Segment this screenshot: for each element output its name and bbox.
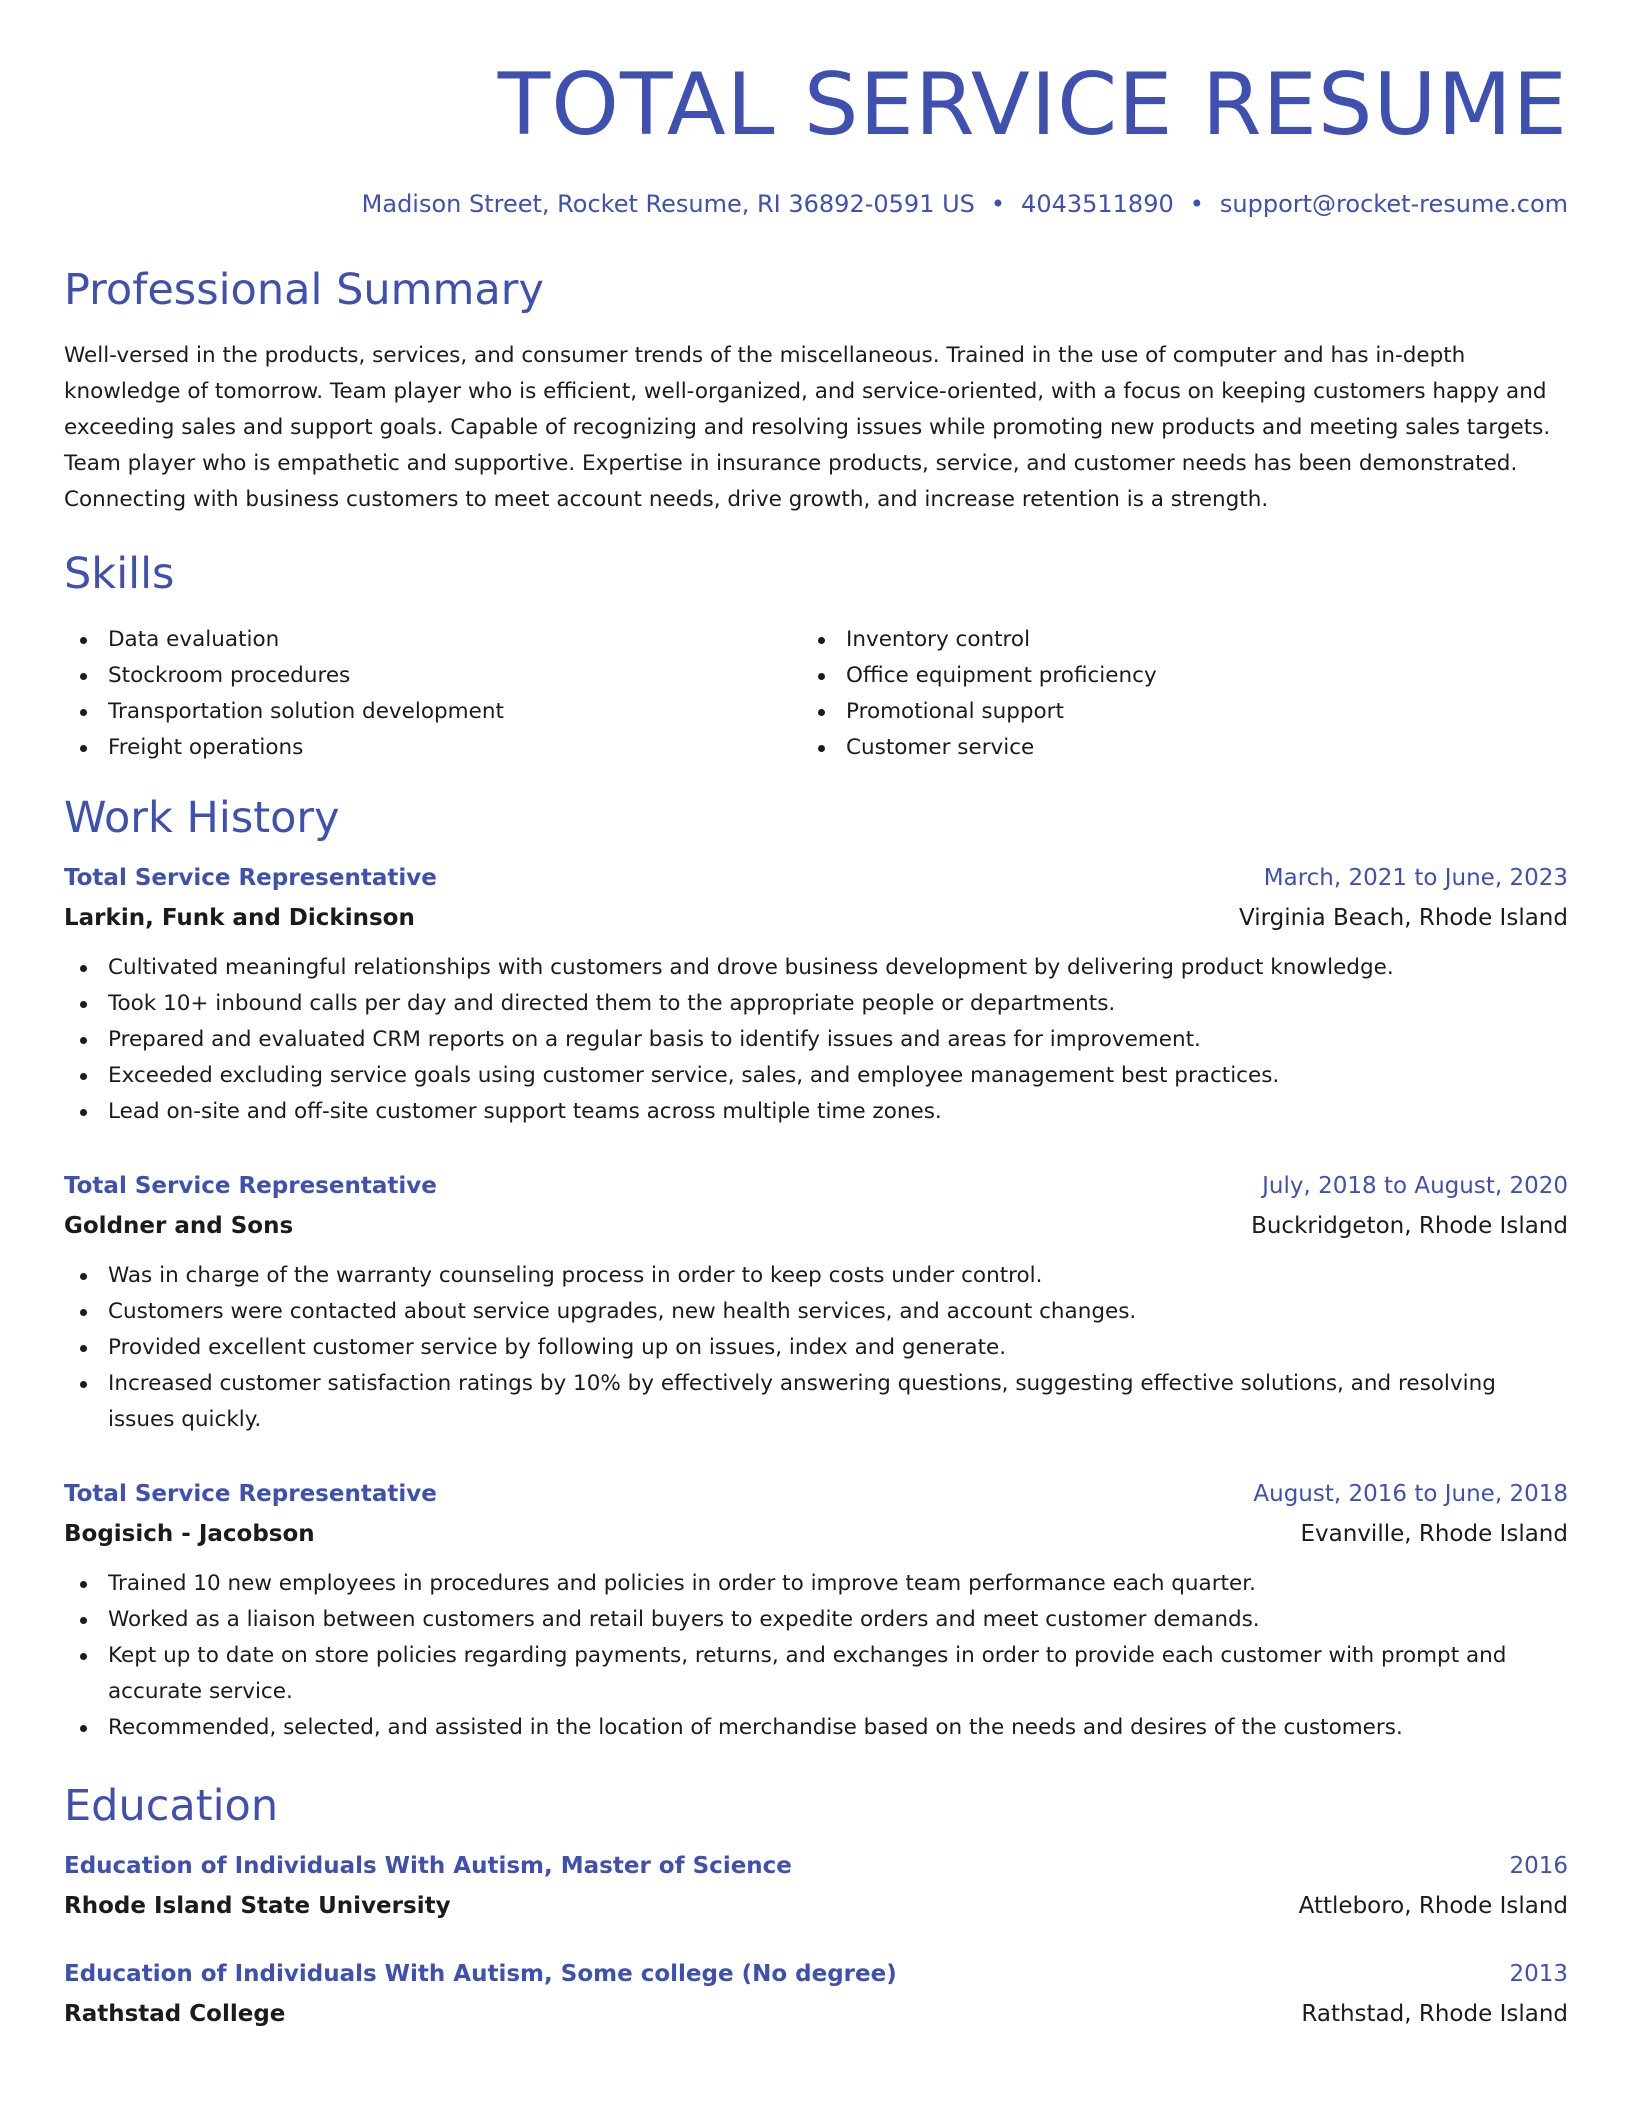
job-entry (64, 1166, 1568, 1438)
skills-column-right (802, 622, 1540, 766)
job-bullet: Kept up to date on store policies regarding payments, returns, and exchanges in order to provide each customer with prompt and accurate service. (64, 1638, 1568, 1710)
job-entry (64, 858, 1568, 1130)
education-degree: Education of Individuals With Autism, Some college (No degree) (64, 1961, 897, 1987)
education-entry (64, 1846, 1568, 1926)
job-company-row (64, 1514, 1568, 1554)
job-bullet: Worked as a liaison between customers and retail buyers to expedite orders and meet customer demands. (64, 1602, 1568, 1638)
job-bullet: Customers were contacted about service upgrades, new health services, and account changes. (64, 1294, 1568, 1330)
job-company-row (64, 1206, 1568, 1246)
contact-address: Madison Street, Rocket Resume, RI 36892-0591 US (361, 190, 975, 218)
contact-separator: • (990, 190, 1006, 218)
education-degree: Education of Individuals With Autism, Master of Science (64, 1853, 792, 1879)
section-title-work-history: Work History (64, 793, 340, 843)
job-title: Total Service Representative (64, 865, 437, 891)
job-location: Buckridgeton, Rhode Island (1251, 1213, 1568, 1239)
job-company-row (64, 898, 1568, 938)
job-bullet: Cultivated meaningful relationships with customers and drove business development by delivering product knowledge. (64, 950, 1568, 986)
education-location: Rathstad, Rhode Island (1301, 2001, 1568, 2027)
education-school: Rathstad College (64, 2001, 286, 2027)
skill-item: Office equipment proficiency (802, 658, 1540, 694)
job-bullet: Exceeded excluding service goals using customer service, sales, and employee management best practices. (64, 1058, 1568, 1094)
education-school-row (64, 1886, 1568, 1926)
job-bullet: Took 10+ inbound calls per day and directed them to the appropriate people or departments. (64, 986, 1568, 1022)
job-bullet: Prepared and evaluated CRM reports on a regular basis to identify issues and areas for improvement. (64, 1022, 1568, 1058)
skill-item: Inventory control (802, 622, 1540, 658)
skill-item: Promotional support (802, 694, 1540, 730)
job-dates: July, 2018 to August, 2020 (1262, 1173, 1568, 1199)
skill-item: Data evaluation (64, 622, 802, 658)
job-bullet: Trained 10 new employees in procedures and policies in order to improve team performance each quarter. (64, 1566, 1568, 1602)
education-year: 2013 (1509, 1961, 1568, 1987)
section-title-summary: Professional Summary (64, 265, 544, 315)
job-company: Bogisich - Jacobson (64, 1521, 315, 1547)
skills-list (64, 622, 1568, 766)
summary-text: Well-versed in the products, services, and consumer trends of the miscellaneous. Trained in the use of computer and has in-depth knowledge of tomorrow. Team player who is efficient, well-organized, and service-oriented, with a focus on keeping customers happy and exceeding sales and support goals. Capable of recognizing and resolving issues while promoting new products and meeting sales targets. Team player who is empathetic and supportive. Expertise in insurance products, service, and customer needs has been demonstrated. Connecting with business customers to meet account needs, drive growth, and increase retention is a strength. (64, 343, 1551, 512)
education-school-row (64, 1994, 1568, 2034)
skill-item: Stockroom procedures (64, 658, 802, 694)
job-bullet: Provided excellent customer service by following up on issues, index and generate. (64, 1330, 1568, 1366)
job-dates: August, 2016 to June, 2018 (1253, 1481, 1568, 1507)
job-title: Total Service Representative (64, 1173, 437, 1199)
education-entry (64, 1954, 1568, 2034)
skill-item: Customer service (802, 730, 1540, 766)
job-header-row (64, 1474, 1568, 1514)
contact-email[interactable]: support@rocket-resume.com (1219, 190, 1568, 218)
section-title-skills: Skills (64, 549, 175, 599)
skills-column-left (64, 622, 802, 766)
resume-name: TOTAL SERVICE RESUME (497, 55, 1568, 155)
job-entry (64, 1474, 1568, 1746)
job-company: Goldner and Sons (64, 1213, 294, 1239)
job-bullet: Was in charge of the warranty counseling process in order to keep costs under control. (64, 1258, 1568, 1294)
job-bullets (64, 1258, 1568, 1438)
contact-phone[interactable]: 4043511890 (1021, 190, 1174, 218)
job-location: Virginia Beach, Rhode Island (1238, 905, 1568, 931)
job-title: Total Service Representative (64, 1481, 437, 1507)
job-bullet: Increased customer satisfaction ratings by 10% by effectively answering questions, suggesting effective solutions, and resolving issues quickly. (64, 1366, 1568, 1438)
job-dates: March, 2021 to June, 2023 (1263, 865, 1568, 891)
contact-separator: • (1189, 190, 1204, 218)
job-location: Evanville, Rhode Island (1300, 1521, 1568, 1547)
job-bullets (64, 950, 1568, 1130)
section-title-education: Education (64, 1781, 279, 1831)
education-header-row (64, 1846, 1568, 1886)
education-year: 2016 (1509, 1853, 1568, 1879)
job-company: Larkin, Funk and Dickinson (64, 905, 415, 931)
education-location: Attleboro, Rhode Island (1298, 1893, 1568, 1919)
skill-item: Freight operations (64, 730, 802, 766)
education-header-row (64, 1954, 1568, 1994)
skill-item: Transportation solution development (64, 694, 802, 730)
job-bullets (64, 1566, 1568, 1746)
contact-line (64, 188, 1568, 220)
job-bullet: Recommended, selected, and assisted in the location of merchandise based on the needs and desires of the customers. (64, 1710, 1568, 1746)
job-bullet: Lead on-site and off-site customer support teams across multiple time zones. (64, 1094, 1568, 1130)
job-header-row (64, 858, 1568, 898)
education-school: Rhode Island State University (64, 1893, 451, 1919)
job-header-row (64, 1166, 1568, 1206)
